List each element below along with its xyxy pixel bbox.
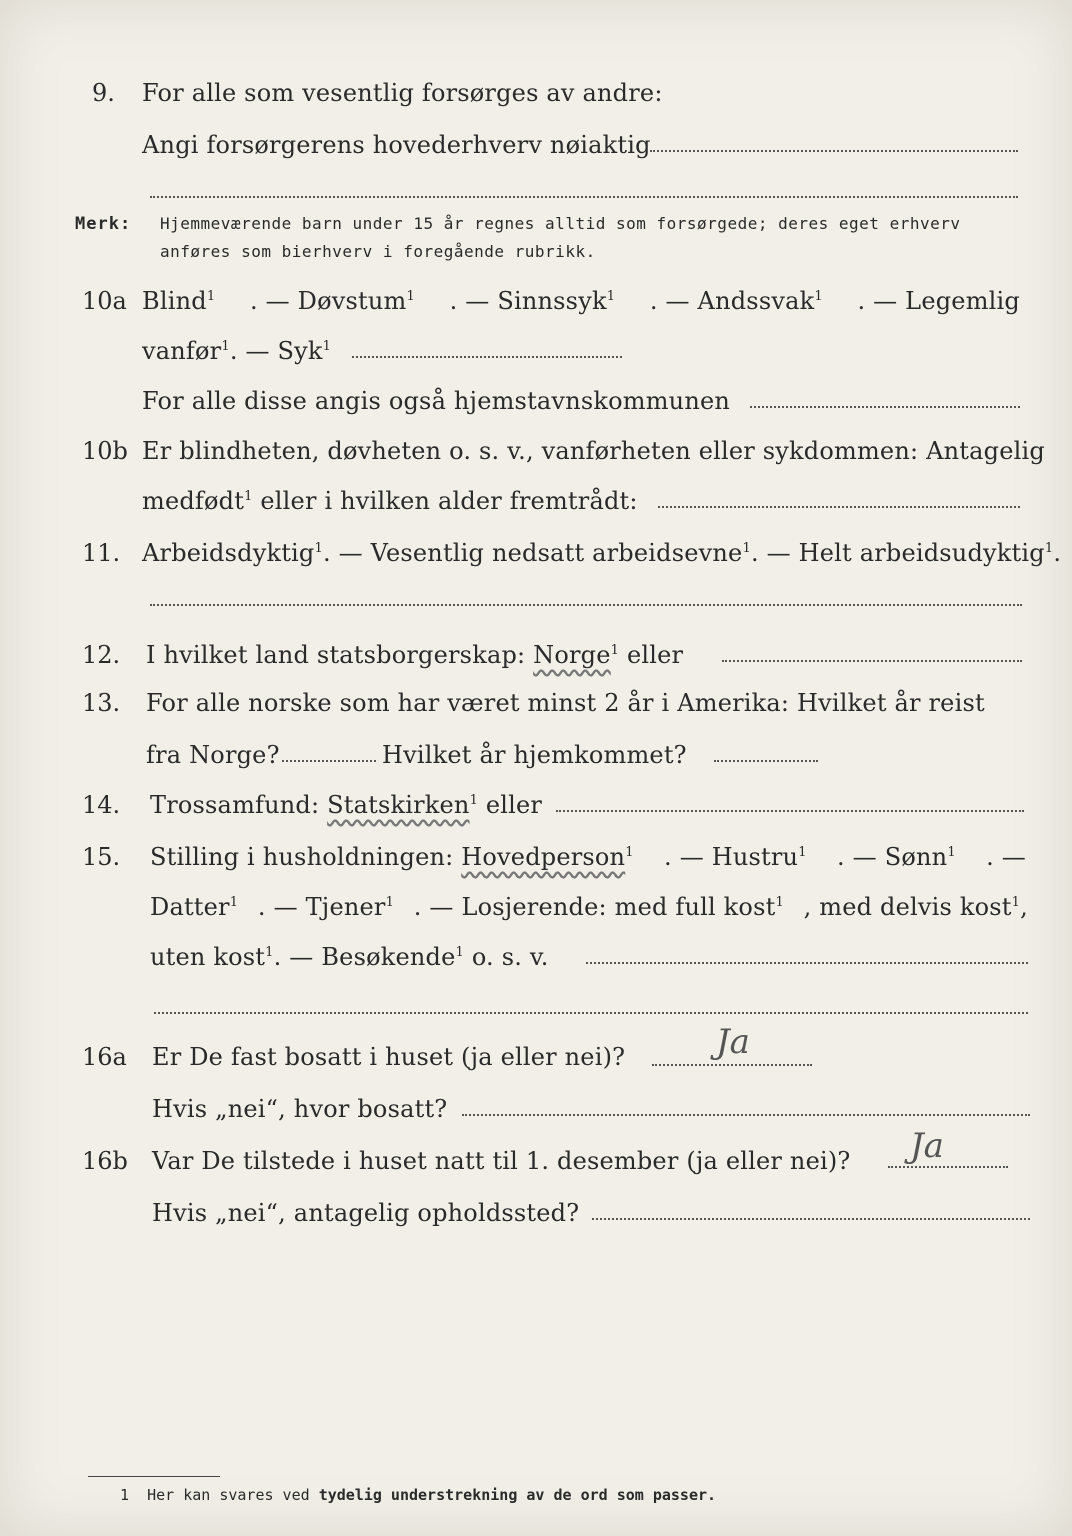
q9-line1: For alle som vesentlig forsørges av andre: [142, 79, 663, 107]
q15-hovedperson-underlined: Hovedperson [461, 843, 626, 871]
q12-answer-field[interactable] [722, 660, 1022, 662]
q11-answer-field[interactable] [150, 604, 1022, 606]
q16b-line1: Var De tilstede i huset natt til 1. desember (ja eller nei)? [152, 1147, 851, 1175]
item-number-14: 14. [82, 791, 121, 819]
item-number-10a: 10a [82, 287, 127, 315]
q13-line2b: Hvilket år hjemkommet? [382, 741, 687, 769]
q16a-handwritten-answer: Ja [716, 1022, 750, 1062]
q12-norge-underlined: Norge [533, 641, 611, 669]
q13-hjemkommet-field[interactable] [714, 760, 818, 762]
q15-answer-field[interactable] [586, 962, 1028, 964]
q11-line1: Arbeidsdyktig$^1$ . — Vesentlig nedsatt arbeidsevne$^1$ . — Helt arbeidsudyktig$^1$. [142, 539, 1062, 567]
q15-line1: Stilling i husholdningen: Hovedperson$^1$ . — Hustru$^1$ . — Sønn$^1$ . — [150, 843, 1026, 871]
q14-answer-field[interactable] [556, 810, 1024, 812]
q9-answer-field[interactable] [650, 150, 1018, 152]
q12-line1: I hvilket land statsborgerskap: Norge$^1$ eller [146, 641, 684, 669]
merk-line1: Hjemmeværende barn under 15 år regnes alltid som forsørgede; deres eget erhverv [160, 214, 961, 233]
q14-statskirken-underlined: Statskirken [327, 791, 470, 819]
item-number-13: 13. [82, 689, 121, 717]
q9-answer-field-2[interactable] [150, 196, 1018, 198]
item-number-16b: 16b [82, 1147, 128, 1175]
item-number-11: 11. [82, 539, 121, 567]
q15-line3: uten kost$^1$. — Besøkende$^1$ o. s. v. [150, 943, 549, 971]
q16a-line2: Hvis „nei“, hvor bosatt? [152, 1095, 448, 1123]
q16b-line2: Hvis „nei“, antagelig opholdssted? [152, 1199, 580, 1227]
merk-line2: anføres som bierhverv i foregående rubrikk. [160, 242, 596, 261]
q16a-bosatt-field[interactable] [462, 1114, 1030, 1116]
q13-line1: For alle norske som har været minst 2 år i Amerika: Hvilket år reist [146, 689, 985, 717]
q15-line2: Datter$^1$ . — Tjener$^1$ . — Losjerende: med full kost$^1$ , med delvis kost$^1$, [150, 893, 1028, 921]
item-number-12: 12. [82, 641, 121, 669]
q10a-hjemstavn-field[interactable] [750, 406, 1020, 408]
q14-line1: Trossamfund: Statskirken$^1$ eller [150, 791, 543, 819]
item-number-9: 9. [92, 79, 115, 107]
q16b-handwritten-answer: Ja [910, 1126, 944, 1166]
q13-line2a: fra Norge? [146, 741, 280, 769]
q10a-line1: Blind$^1$ . — Døvstum$^1$ . — Sinnssyk$^1$ . — Andssvak$^1$ . — Legemlig [142, 287, 1020, 315]
footnote-rule [88, 1476, 220, 1477]
q15-answer-field-2[interactable] [154, 1012, 1028, 1014]
q16a-line1: Er De fast bosatt i huset (ja eller nei)? [152, 1043, 626, 1071]
q16b-answer-field[interactable] [888, 1166, 1008, 1168]
q10b-answer-field[interactable] [658, 506, 1020, 508]
q13-reist-field[interactable] [282, 760, 376, 762]
q16b-opholdssted-field[interactable] [592, 1218, 1030, 1220]
q10a-line2: vanfør$^1$. — Syk$^1$ [142, 337, 332, 365]
q10a-syk-field[interactable] [352, 356, 622, 358]
q10b-line2: medfødt$^1$ eller i hvilken alder fremtrådt: [142, 487, 638, 515]
item-number-16a: 16a [82, 1043, 127, 1071]
q9-line2: Angi forsørgerens hovederhverv nøiaktig [142, 131, 651, 159]
item-number-10b: 10b [82, 437, 128, 465]
item-number-15: 15. [82, 843, 121, 871]
q10a-line3: For alle disse angis også hjemstavnskommunen [142, 387, 731, 415]
q10b-line1: Er blindheten, døvheten o. s. v., vanførheten eller sykdommen: Antagelig [142, 437, 1045, 465]
footnote: 1 Her kan svares ved tydelig understrekning av de ord som passer. [120, 1486, 717, 1504]
merk-label: Merk: [75, 214, 132, 234]
q16a-answer-field[interactable] [652, 1064, 812, 1066]
